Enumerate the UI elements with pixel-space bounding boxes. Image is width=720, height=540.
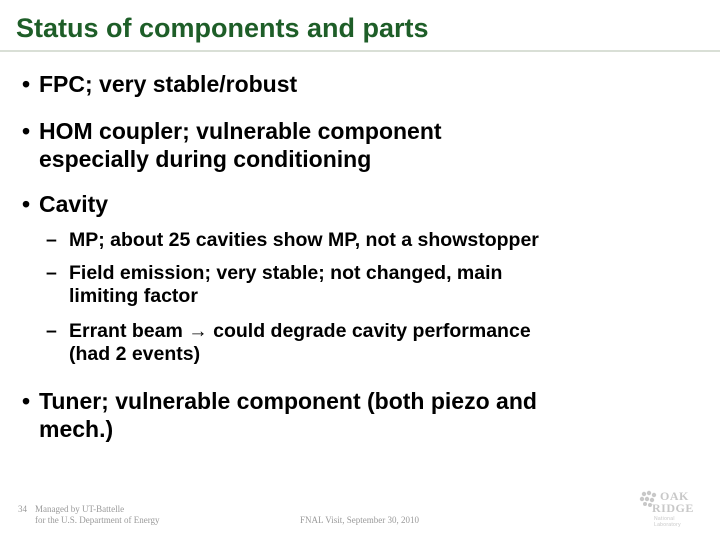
ornl-logo [638, 488, 702, 528]
sub-bullet-marker: – [46, 320, 57, 342]
bullet-text-line2: especially during conditioning [39, 146, 372, 172]
bullet-cavity [22, 190, 108, 218]
footer-managed-line1: Managed by UT-Battelle [35, 504, 125, 514]
sub-bullet-mp [46, 229, 539, 252]
sub-bullet-text: MP; about 25 cavities show MP, not a showstopper [69, 229, 539, 251]
bullet-hom-coupler [22, 117, 442, 173]
bullet-fpc [22, 70, 297, 98]
bullet-marker: • [22, 191, 31, 217]
bullet-text-line2: mech.) [39, 416, 114, 442]
sub-bullet-text-line1 [69, 320, 531, 343]
bullet-marker: • [22, 71, 31, 97]
bullet-text-line1: Tuner; vulnerable component (both piezo and [39, 388, 537, 414]
right-arrow-icon: → [188, 320, 208, 342]
footer-managed-line2: for the U.S. Department of Energy [35, 515, 160, 525]
bullet-tuner [22, 387, 537, 443]
logo-subtitle: National Laboratory [654, 516, 681, 528]
logo-word-ridge: RIDGE [652, 501, 694, 515]
page-number: 34 [18, 504, 27, 514]
sub-bullet-marker: – [46, 262, 57, 284]
sub-bullet-marker: – [46, 229, 57, 251]
bullet-text: FPC; very stable/robust [39, 71, 298, 97]
sub-bullet-field-emission [46, 262, 502, 308]
footer-event: FNAL Visit, September 30, 2010 [300, 515, 419, 525]
bullet-text-line1: HOM coupler; vulnerable component [39, 118, 442, 144]
bullet-marker: • [22, 388, 31, 414]
title-divider [0, 50, 720, 52]
sub-bullet-text-line1: Field emission; very stable; not changed, main [69, 262, 503, 284]
logo-word-oak: OAK [660, 489, 689, 503]
slide-title: Status of components and parts [16, 13, 429, 43]
bullet-marker: • [22, 118, 31, 144]
sub-bullet-errant-beam [46, 320, 531, 366]
bullet-text: Cavity [39, 191, 109, 217]
footer-managed-by [35, 504, 160, 526]
sub-bullet-text-after-arrow: could degrade cavity performance [207, 320, 531, 342]
sub-bullet-text-line2: limiting factor [69, 285, 198, 307]
sub-bullet-text-before-arrow: Errant beam [69, 320, 189, 342]
sub-bullet-text-line2: (had 2 events) [69, 343, 201, 365]
